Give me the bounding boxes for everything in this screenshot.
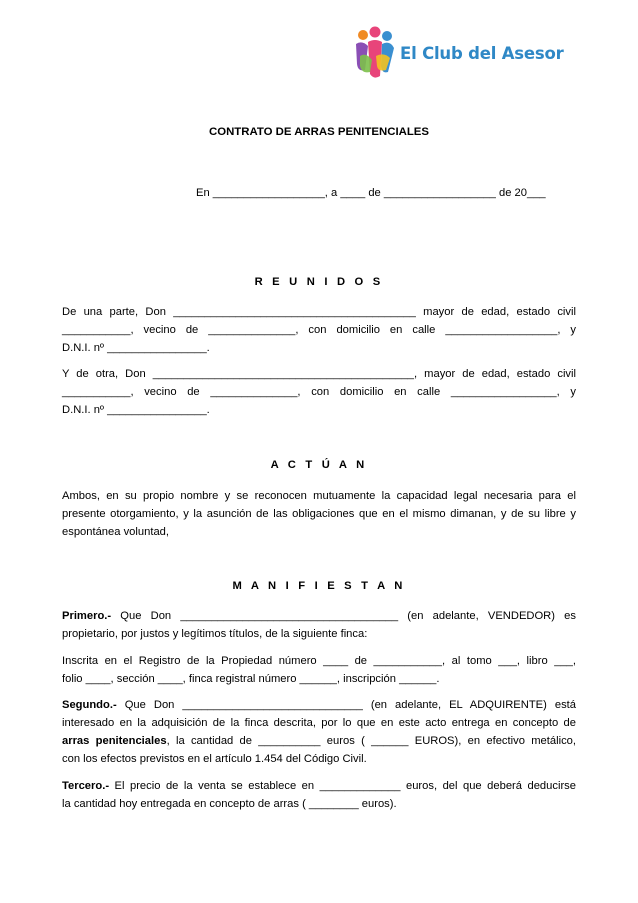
tercero-line-1 <box>62 780 576 793</box>
segundo-line-4: con los efectos previstos en el artículo 1.454 del Código Civil. <box>62 753 367 765</box>
party1-line-1: De una parte, Don _______________________________________ mayor de edad, estado civil <box>62 306 576 318</box>
actuan-line-2: presente otorgamiento, y la asunción de las obligaciones que en el mismo dimanan, y de su libre y <box>62 508 576 520</box>
inscrita-line-1: Inscrita en el Registro de la Propiedad número ____ de ___________, al tomo ___, libro ___, <box>62 655 576 667</box>
actuan-line-3: espontánea voluntad, <box>62 526 169 538</box>
arras-penitenciales-text: arras penitenciales <box>62 735 167 747</box>
segundo-text: Que Don _____________________________ (en adelante, EL ADQUIRENTE) está <box>116 699 576 711</box>
party2-line-1: Y de otra, Don __________________________________________, mayor de edad, estado civil <box>62 368 576 380</box>
primero-text: Que Don ___________________________________ (en adelante, VENDEDOR) es <box>111 610 576 622</box>
segundo-label: Segundo.- <box>62 699 117 711</box>
segundo-line-1 <box>62 699 576 712</box>
section-heading-reunidos: R E U N I D O S <box>254 276 384 288</box>
place-date-line: En __________________, a ____ de __________________ de 20___ <box>196 187 546 199</box>
party1-line-2: ___________, vecino de ______________, con domicilio en calle __________________, y <box>62 324 576 336</box>
segundo-line-3-rest: , la cantidad de __________ euros ( ______ EUROS), en efectivo metálico, <box>166 735 576 747</box>
actuan-line-1: Ambos, en su propio nombre y se reconocen mutuamente la capacidad legal necesaria para el <box>62 490 576 502</box>
party1-line-3: D.N.I. nº ________________. <box>62 342 210 354</box>
primero-line-2: propietario, por justos y legítimos títulos, de la siguiente finca: <box>62 628 368 640</box>
tercero-label: Tercero.- <box>62 780 110 792</box>
brand-name: El Club del Asesor <box>400 44 564 63</box>
section-heading-manifiestan: M A N I F I E S T A N <box>232 580 406 592</box>
primero-label: Primero.- <box>62 610 112 622</box>
inscrita-line-2: folio ____, sección ____, finca registral número ______, inscripción ______. <box>62 673 440 685</box>
primero-line-1 <box>62 610 576 623</box>
club-people-icon <box>350 26 400 80</box>
segundo-line-3 <box>62 735 576 748</box>
brand-logo <box>350 26 580 80</box>
party2-line-2: ___________, vecino de ______________, con domicilio en calle _________________, y <box>62 386 576 398</box>
segundo-line-2: interesado en la adquisición de la finca descrita, por lo que en este acto entrega en concepto de <box>62 717 576 729</box>
document-title: CONTRATO DE ARRAS PENITENCIALES <box>208 126 430 138</box>
party2-line-3: D.N.I. nº ________________. <box>62 404 210 416</box>
tercero-text: El precio de la venta se establece en _____________ euros, del que deberá deducirse <box>109 780 576 792</box>
tercero-line-2: la cantidad hoy entregada en concepto de arras ( ________ euros). <box>62 798 397 810</box>
section-heading-actuan: A C T Ú A N <box>270 459 368 471</box>
